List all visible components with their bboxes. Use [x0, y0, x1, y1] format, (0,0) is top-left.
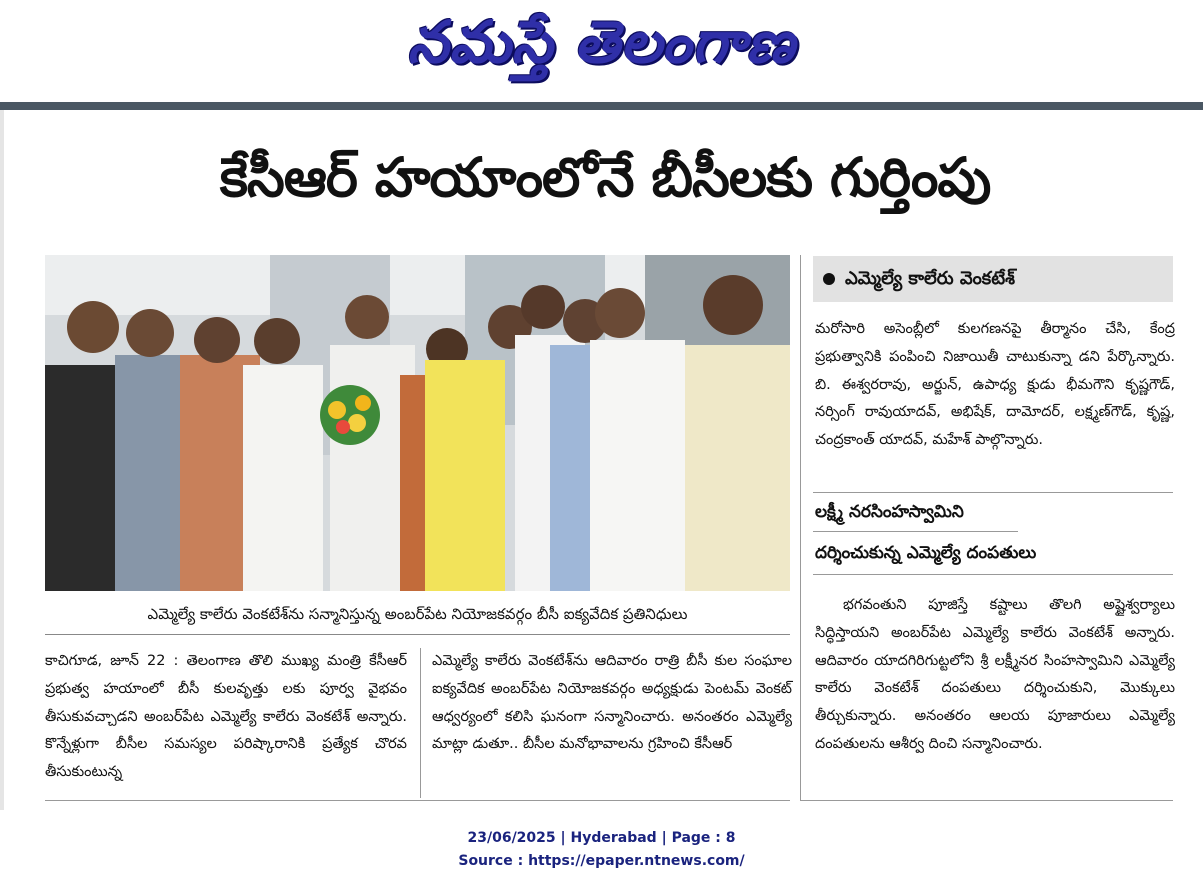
column-divider [420, 648, 421, 798]
newspaper-logo: నమస్తే తెలంగాణ [407, 8, 796, 76]
footer-source-line: Source : https://epaper.ntnews.com/ [458, 853, 745, 869]
frame-edge [0, 110, 4, 810]
sidebar-rule-2 [813, 531, 1018, 532]
article-photo [45, 255, 790, 591]
sidebar-subhead-line1: లక్ష్మీ నరసింహస్వామిని [815, 502, 964, 522]
article-headline: కేసీఆర్ హయాంలోనే బీసీలకు గుర్తింపు [219, 146, 991, 209]
masthead [0, 0, 1203, 100]
footer-date-line: 23/06/2025 | Hyderabad | Page : 8 [467, 830, 736, 846]
flower-bouquet [320, 385, 380, 445]
group-photo-illustration [45, 255, 790, 591]
sidebar-rule-1 [813, 492, 1173, 493]
sidebar-subhead-line2: దర్శించుకున్న ఎమ్మెల్యే దంపతులు [815, 543, 1037, 563]
sidebar-bottom-rule [800, 800, 1173, 801]
masthead-rule [0, 102, 1203, 110]
sidebar-heading-text: ఎమ్మెల్యే కాలేరు వెంకటేశ్ [845, 268, 1015, 289]
sidebar-rule-3 [813, 574, 1173, 575]
sidebar-intro: మరోసారి అసెంబ్లీలో కులగణనపై తీర్మానం చేసి, కేంద్ర ప్రభుత్వానికి పంపించి నిజాయితీ చాటుకున్నా డని పేర్కొన్నారు. బి. ఈశ్వరరావు, అర్జున్, ఉపాధ్య క్షుడు భీమగౌని కృష్ణగౌడ్, నర్సింగ్ రావుయాదవ్, అభిషేక్, దామోదర్, లక్ష్మణ్‌గౌడ్, కృష్ణ, చంద్రకాంత్ యాదవ్, మహేశ్ పాల్గొన్నారు. [815, 321, 1175, 449]
column-bottom-rule [45, 800, 790, 801]
article-column-2: ఎమ్మెల్యే కాలేరు వెంకటేశ్‌ను ఆదివారం రాత్రి బీసీ కుల సంఘాల ఐక్యవేదిక అంబర్‌పేట నియోజకవర్గం అధ్యక్షుడు పెంటమ్ వెంకట్ ఆధ్వర్యంలో కలిసి ఘనంగా సన్మానించారు. అనంతరం ఎమ్మెల్యే మాట్లా డుతూ.. బీసీల మనోభావాలను గ్రహించి కేసీఆర్ [432, 653, 792, 753]
photo-caption: ఎమ్మెల్యే కాలేరు వెంకటేశ్‌ను సన్మానిస్తున్న అంబర్‌పేట నియోజకవర్గం బీసీ ఐక్యవేదిక ప్రతినిధులు [45, 594, 790, 635]
sidebar-heading [813, 256, 1173, 302]
article-column-1: కాచిగూడ, జూన్ 22 : తెలంగాణ తొలి ముఖ్య మంత్రి కేసీఆర్ ప్రభుత్వ హయాంలో బీసీ కులవృత్తు లకు పూర్వ వైభవం తీసుకువచ్చాడని అంబర్‌పేట ఎమ్మెల్యే కాలేరు వెంకటేశ్ అన్నారు. కొన్నేళ్లుగా బీసీల సమస్యల పరిష్కారానికి ప్రత్యేక చొరవ తీసుకుంటున్న [45, 653, 407, 781]
bullet-icon [823, 273, 835, 285]
sidebar-divider [800, 255, 801, 800]
sidebar-story: భగవంతుని పూజిస్తే కష్టాలు తొలగి అష్టైశ్వర్యాలు సిద్ధిస్తాయని అంబర్‌పేట ఎమ్మెల్యే కాలేరు వెంకటేశ్ అన్నారు. ఆదివారం యాదగిరిగుట్టలోని శ్రీ లక్ష్మీనర సింహస్వామిని ఎమ్మెల్యే కాలేరు వెంకటేశ్ దంపతులు దర్శించుకుని, మొక్కులు తీర్చుకున్నారు. అనంతరం ఆలయ పూజారులు ఎమ్మెల్యే దంపతులను ఆశీర్వ దించి సన్మానించారు. [815, 597, 1175, 752]
